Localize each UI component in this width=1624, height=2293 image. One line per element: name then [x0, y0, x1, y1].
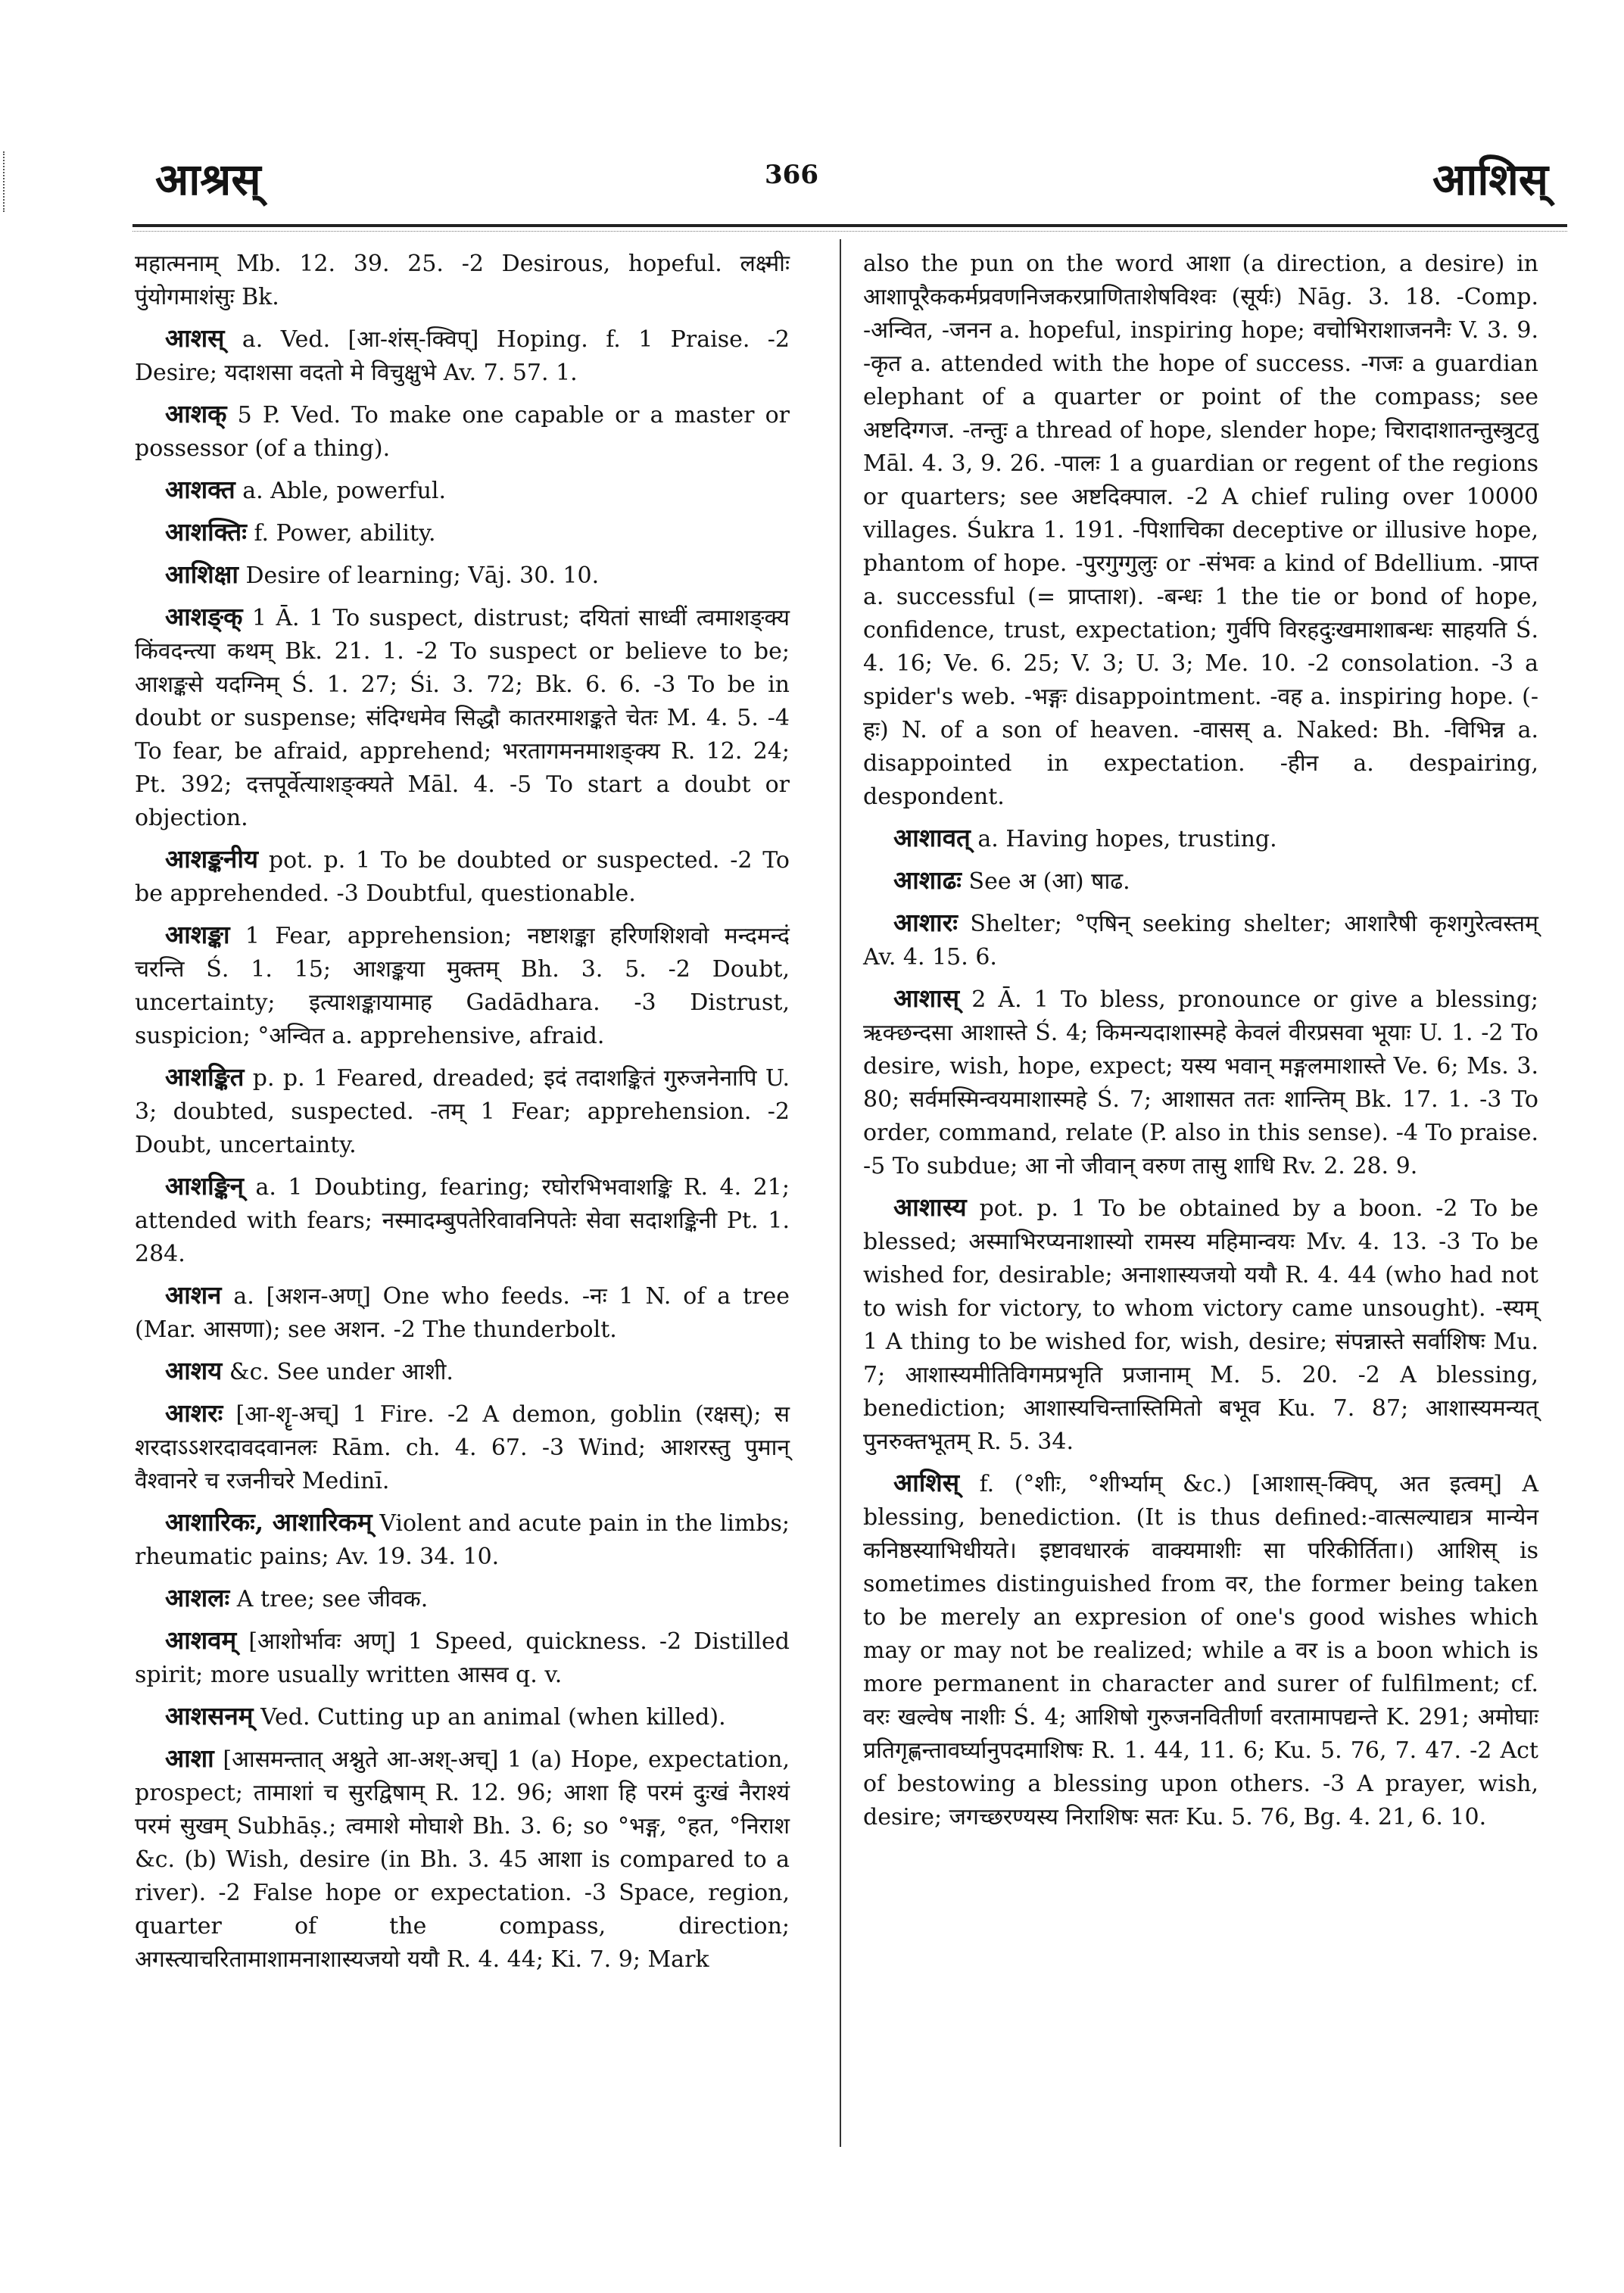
entry-definition: a. Having hopes, trusting.: [977, 826, 1277, 852]
entry-headword: आशाढः: [893, 865, 962, 895]
dictionary-entry: [135, 1397, 790, 1498]
entry-definition: Ved. Cutting up an animal (when killed).: [260, 1704, 726, 1731]
dictionary-entry: [863, 906, 1538, 974]
dictionary-entry: [863, 821, 1538, 856]
right-column: [863, 246, 1538, 1842]
dictionary-entry: [863, 864, 1538, 899]
entry-definition: a. Able, powerful.: [242, 478, 447, 504]
dictionary-entry: [863, 1466, 1538, 1834]
dictionary-entry: [135, 473, 790, 508]
entry-definition: 5 P. Ved. To make one capable or a master or possessor (of a thing).: [135, 402, 790, 462]
dictionary-entry: [135, 1506, 790, 1574]
dictionary-entry: [135, 1624, 790, 1692]
entry-headword: आशङ्का: [165, 920, 230, 949]
entry-definition: Desire of learning; Vāj. 30. 10.: [245, 562, 600, 589]
entry-headword: आशङ्क्: [165, 602, 243, 631]
running-head-right: आशिस्: [1432, 154, 1548, 205]
entry-definition: [आशोर्भावः अण्] 1 Speed, quickness. -2 Distilled spirit; more usually written आसव q. v.: [135, 1628, 790, 1688]
entry-definition: See अ (आ) षाढ.: [968, 868, 1130, 895]
entry-definition: f. (°शीः, °शीर्भ्याम् &c.) [आशास्-क्विप्, अत इत्वम्] A blessing, benediction. (It is thus defined:-वात्सल्याद्यत्र मान्येन कनिष्ठस्याभिधीयते। इष्टावधारकं वाक्यमाशीः सा परिकीर्तिता।) आशिस् is sometimes distinguished from वर, the former being taken to be merely an expresion of one's good wishes which may or may not be realized; while a वर is a boon which is more permanent in character and surer of fulfilment; cf. वरः खल्वेष नाशीः Ś. 4; आशिषो गुरुजनवितीर्णा वरतामापद्यन्ते K. 291; अमोघाः प्रतिगृह्णन्तावर्घ्यानुपदमाशिषः R. 1. 44, 11. 6; Ku. 5. 76, 7. 47. -2 Act of bestowing a blessing upon others. -3 A prayer, wish, desire; जगच्छरण्यस्य निराशिषः सतः Ku. 5. 76, Bg. 4. 21, 6. 10.: [863, 1471, 1538, 1830]
left-column: [135, 246, 790, 1984]
entry-headword: आशङ्कित: [165, 1062, 245, 1092]
entry-definition: &c. See under आशी.: [229, 1359, 454, 1385]
entry-definition: Violent and acute pain in the limbs; rheumatic pains; Av. 19. 34. 10.: [135, 1510, 790, 1570]
dictionary-entry: [135, 1354, 790, 1389]
entry-headword: आशारिकः, आशारिकम्: [165, 1507, 372, 1537]
entry-headword: आशवम्: [165, 1625, 237, 1655]
entry-definition: f. Power, ability.: [254, 520, 436, 547]
entry-headword: आशसनम्: [165, 1701, 254, 1731]
dictionary-entry: [863, 246, 1538, 814]
dictionary-entry: [863, 982, 1538, 1183]
entry-definition: pot. p. 1 To be obtained by a boon. -2 To be blessed; अस्माभिरप्यनाशास्यो रामस्य महिमान्वयः Mv. 4. 13. -3 To be wished for, desirable; अनाशास्यजयो ययौ R. 4. 44 (who had not to wish for victory, to whom victory came unsought). -स्यम् 1 A thing to be wished for, wish, desire; संपन्नास्ते सर्वाशिषः Mu. 7; आशास्यमीतिविगमप्रभृति प्रजानाम् M. 5. 20. -2 A blessing, benediction; आशास्यचिन्तास्तिमितो बभूव Ku. 7. 87; आशास्यमन्यत् पुनरुक्तभूतम् R. 5. 34.: [863, 1195, 1538, 1455]
entry-headword: आशरः: [165, 1398, 223, 1428]
entry-definition: 2 Ā. 1 To bless, pronounce or give a blessing; ऋक्छन्दसा आशास्ते Ś. 4; किमन्यदाशास्महे केवलं वीरप्रसवा भूयाः U. 1. -2 To desire, wish, hope, expect; यस्य भवान् मङ्गलमाशास्ते Ve. 6; Ms. 3. 80; सर्वमस्मिन्वयमाशास्महे Ś. 7; आशासत ततः शान्तिम् Bk. 17. 1. -3 To order, command, relate (P. also in this sense). -4 To praise. -5 To subdue; आ नो जीवान् वरुण तासु शाधि Rv. 2. 28. 9.: [863, 986, 1538, 1179]
dictionary-entry: [135, 1699, 790, 1734]
page-number: 366: [765, 160, 818, 190]
dictionary-entry: [135, 1279, 790, 1347]
column-divider: [840, 239, 841, 2147]
entry-definition: 1 Ā. 1 To suspect, distrust; दयितां साध्वीं त्वमाशङ्क्य किंवदन्त्या कथम् Bk. 21. 1. -2 To suspect or believe to be; आशङ्कसे यदग्निम् Ś. 1. 27; Śi. 3. 72; Bk. 6. 6. -3 To be in doubt or suspense; संदिग्धमेव सिद्धौ कातरमाशङ्कते चेतः M. 4. 5. -4 To fear, be afraid, apprehend; भरतागमनमाशङ्क्य R. 12. 24; Pt. 392; दत्तपूर्वेत्याशङ्क्यते Māl. 4. -5 To start a doubt or objection.: [135, 605, 790, 831]
dictionary-entry: [135, 397, 790, 466]
entry-headword: आशङ्कनीय: [165, 844, 259, 874]
dictionary-entry: [135, 558, 790, 593]
entry-headword: आशङ्किन्: [165, 1171, 244, 1201]
entry-definition: a. Ved. [आ-शंस्-क्विप्] Hoping. f. 1 Praise. -2 Desire; यदाशसा वदतो मे विचुक्षुभे Av. 7. 57. 1.: [135, 326, 790, 386]
entry-headword: आशक्तिः: [165, 517, 247, 547]
entry-headword: आशास्य: [893, 1192, 967, 1222]
dictionary-entry: [135, 1742, 790, 1977]
dictionary-entry: [135, 1581, 790, 1616]
dictionary-entry: [135, 1170, 790, 1271]
entry-headword: आशन: [165, 1280, 222, 1310]
entry-definition: [आ-शॄ-अच्] 1 Fire. -2 A demon, goblin (रक्षस्); स शरदाऽऽशरदावदवानलः Rām. ch. 4. 67. -3 Wind; आशरस्तु पुमान् वैश्वानरे च रजनीचरे Medinī.: [135, 1401, 790, 1494]
dictionary-entry: [863, 1191, 1538, 1459]
dictionary-entry: [135, 843, 790, 911]
entry-headword: आशारः: [893, 908, 958, 937]
entry-headword: आशस्: [165, 323, 225, 353]
page-edge-marks: [3, 151, 15, 212]
entry-definition: also the pun on the word आशा (a direction, a desire) in आशापूरैककर्मप्रवणनिजकरप्राणिताशेषविश्वः (सूर्यः) Nāg. 3. 18. -Comp. -अन्वित, -जनन a. hopeful, inspiring hope; वचोभिराशाजननैः V. 3. 9. -कृत a. attended with the hope of success. -गजः a guardian elephant of a quarter or point of the compass; see अष्टदिग्गज. -तन्तुः a thread of hope, slender hope; चिरादाशातन्तुस्त्रुटतु Māl. 4. 3, 9. 26. -पालः 1 a guardian or regent of the regions or quarters; see अष्टदिक्पाल. -2 A chief ruling over 10000 villages. Śukra 1. 191. -पिशाचिका deceptive or illusive hope, phantom of hope. -पुरगुग्गुलुः or -संभवः a kind of Bdellium. -प्राप्त a. successful (= प्राप्ताश). -बन्धः 1 the tie or bond of hope, confidence, trust, expectation; गुर्वपि विरहदुःखमाशाबन्धः साहयति Ś. 4. 16; Ve. 6. 25; V. 3; U. 3; Me. 10. -2 consolation. -3 a spider's web. -भङ्गः disappointment. -वह a. inspiring hope. (-हः) N. of a son of heaven. -वासस् a. Naked: Bh. -विभिन्न a. disappointed in expectation. -हीन a. despairing, despondent.: [863, 251, 1538, 810]
entry-definition: महात्मनाम् Mb. 12. 39. 25. -2 Desirous, hopeful. लक्ष्मीः पुंयोगमाशंसुः Bk.: [135, 251, 790, 310]
dictionary-entry: [135, 516, 790, 550]
entry-headword: आशावत्: [893, 823, 971, 852]
entry-definition: a. [अशन-अण्] One who feeds. -नः 1 N. of a tree (Mar. आसणा); see अशन. -2 The thunderbolt.: [135, 1283, 790, 1343]
entry-definition: pot. p. 1 To be doubted or suspected. -2 To be apprehended. -3 Doubtful, questionable.: [135, 847, 790, 907]
entry-headword: आशक्: [165, 399, 227, 428]
entry-headword: आशा: [165, 1743, 214, 1773]
entry-headword: आशिस्: [893, 1468, 960, 1497]
entry-headword: आशय: [165, 1356, 223, 1385]
running-head-left: आश्रस्: [155, 154, 261, 205]
entry-headword: आशलः: [165, 1583, 230, 1612]
entry-definition: Shelter; °एषिन् seeking shelter; आशारैषी कृशगुरेत्वस्तम् Av. 4. 15. 6.: [863, 911, 1538, 970]
entry-definition: 1 Fear, apprehension; नष्टाशङ्का हरिणशिशवो मन्दमन्दं चरन्ति Ś. 1. 15; आशङ्कया मुक्तम् Bh. 3. 5. -2 Doubt, uncertainty; इत्याशङ्कायामाह Gadādhara. -3 Distrust, suspicion; °अन्वित a. apprehensive, afraid.: [135, 923, 790, 1049]
dictionary-entry: [135, 322, 790, 390]
entry-headword: आशक्त: [165, 475, 235, 504]
dictionary-entry: [135, 918, 790, 1053]
dictionary-entry: [135, 600, 790, 835]
entry-headword: आशिक्षा: [165, 559, 238, 589]
entry-definition: [आसमन्तात् अश्नुते आ-अश्-अच्] 1 (a) Hope, expectation, prospect; तामाशां च सुरद्विषाम् R. 12. 96; आशा हि परमं दुःखं नैराश्यं परमं सुखम् Subhāṣ.; त्वमाशे मोघाशे Bh. 3. 6; so °भङ्ग, °हत, °निराश &c. (b) Wish, desire (in Bh. 3. 45 आशा is compared to a river). -2 False hope or expectation. -3 Space, region, quarter of the compass, direction; अगस्त्याचरितामाशामनाशास्यजयो ययौ R. 4. 44; Ki. 7. 9; Mark: [135, 1746, 790, 1973]
header-rule: [132, 224, 1567, 227]
entry-definition: a. 1 Doubting, fearing; रघोरभिभवाशङ्कि R. 4. 21; attended with fears; नस्मादम्बुपतेरिवावनिपतेः सेवा सदाशङ्किनी Pt. 1. 284.: [135, 1174, 790, 1267]
header-rule-dotted: [132, 231, 1567, 232]
entry-definition: A tree; see जीवक.: [236, 1586, 429, 1612]
entry-headword: आशास्: [893, 983, 960, 1013]
entry-definition: p. p. 1 Feared, dreaded; इदं तदाशङ्कितं गुरुजनेनापि U. 3; doubted, suspected. -तम् 1 Fear; apprehension. -2 Doubt, uncertainty.: [135, 1065, 790, 1158]
dictionary-entry: [135, 1061, 790, 1162]
dictionary-entry: [135, 246, 790, 314]
